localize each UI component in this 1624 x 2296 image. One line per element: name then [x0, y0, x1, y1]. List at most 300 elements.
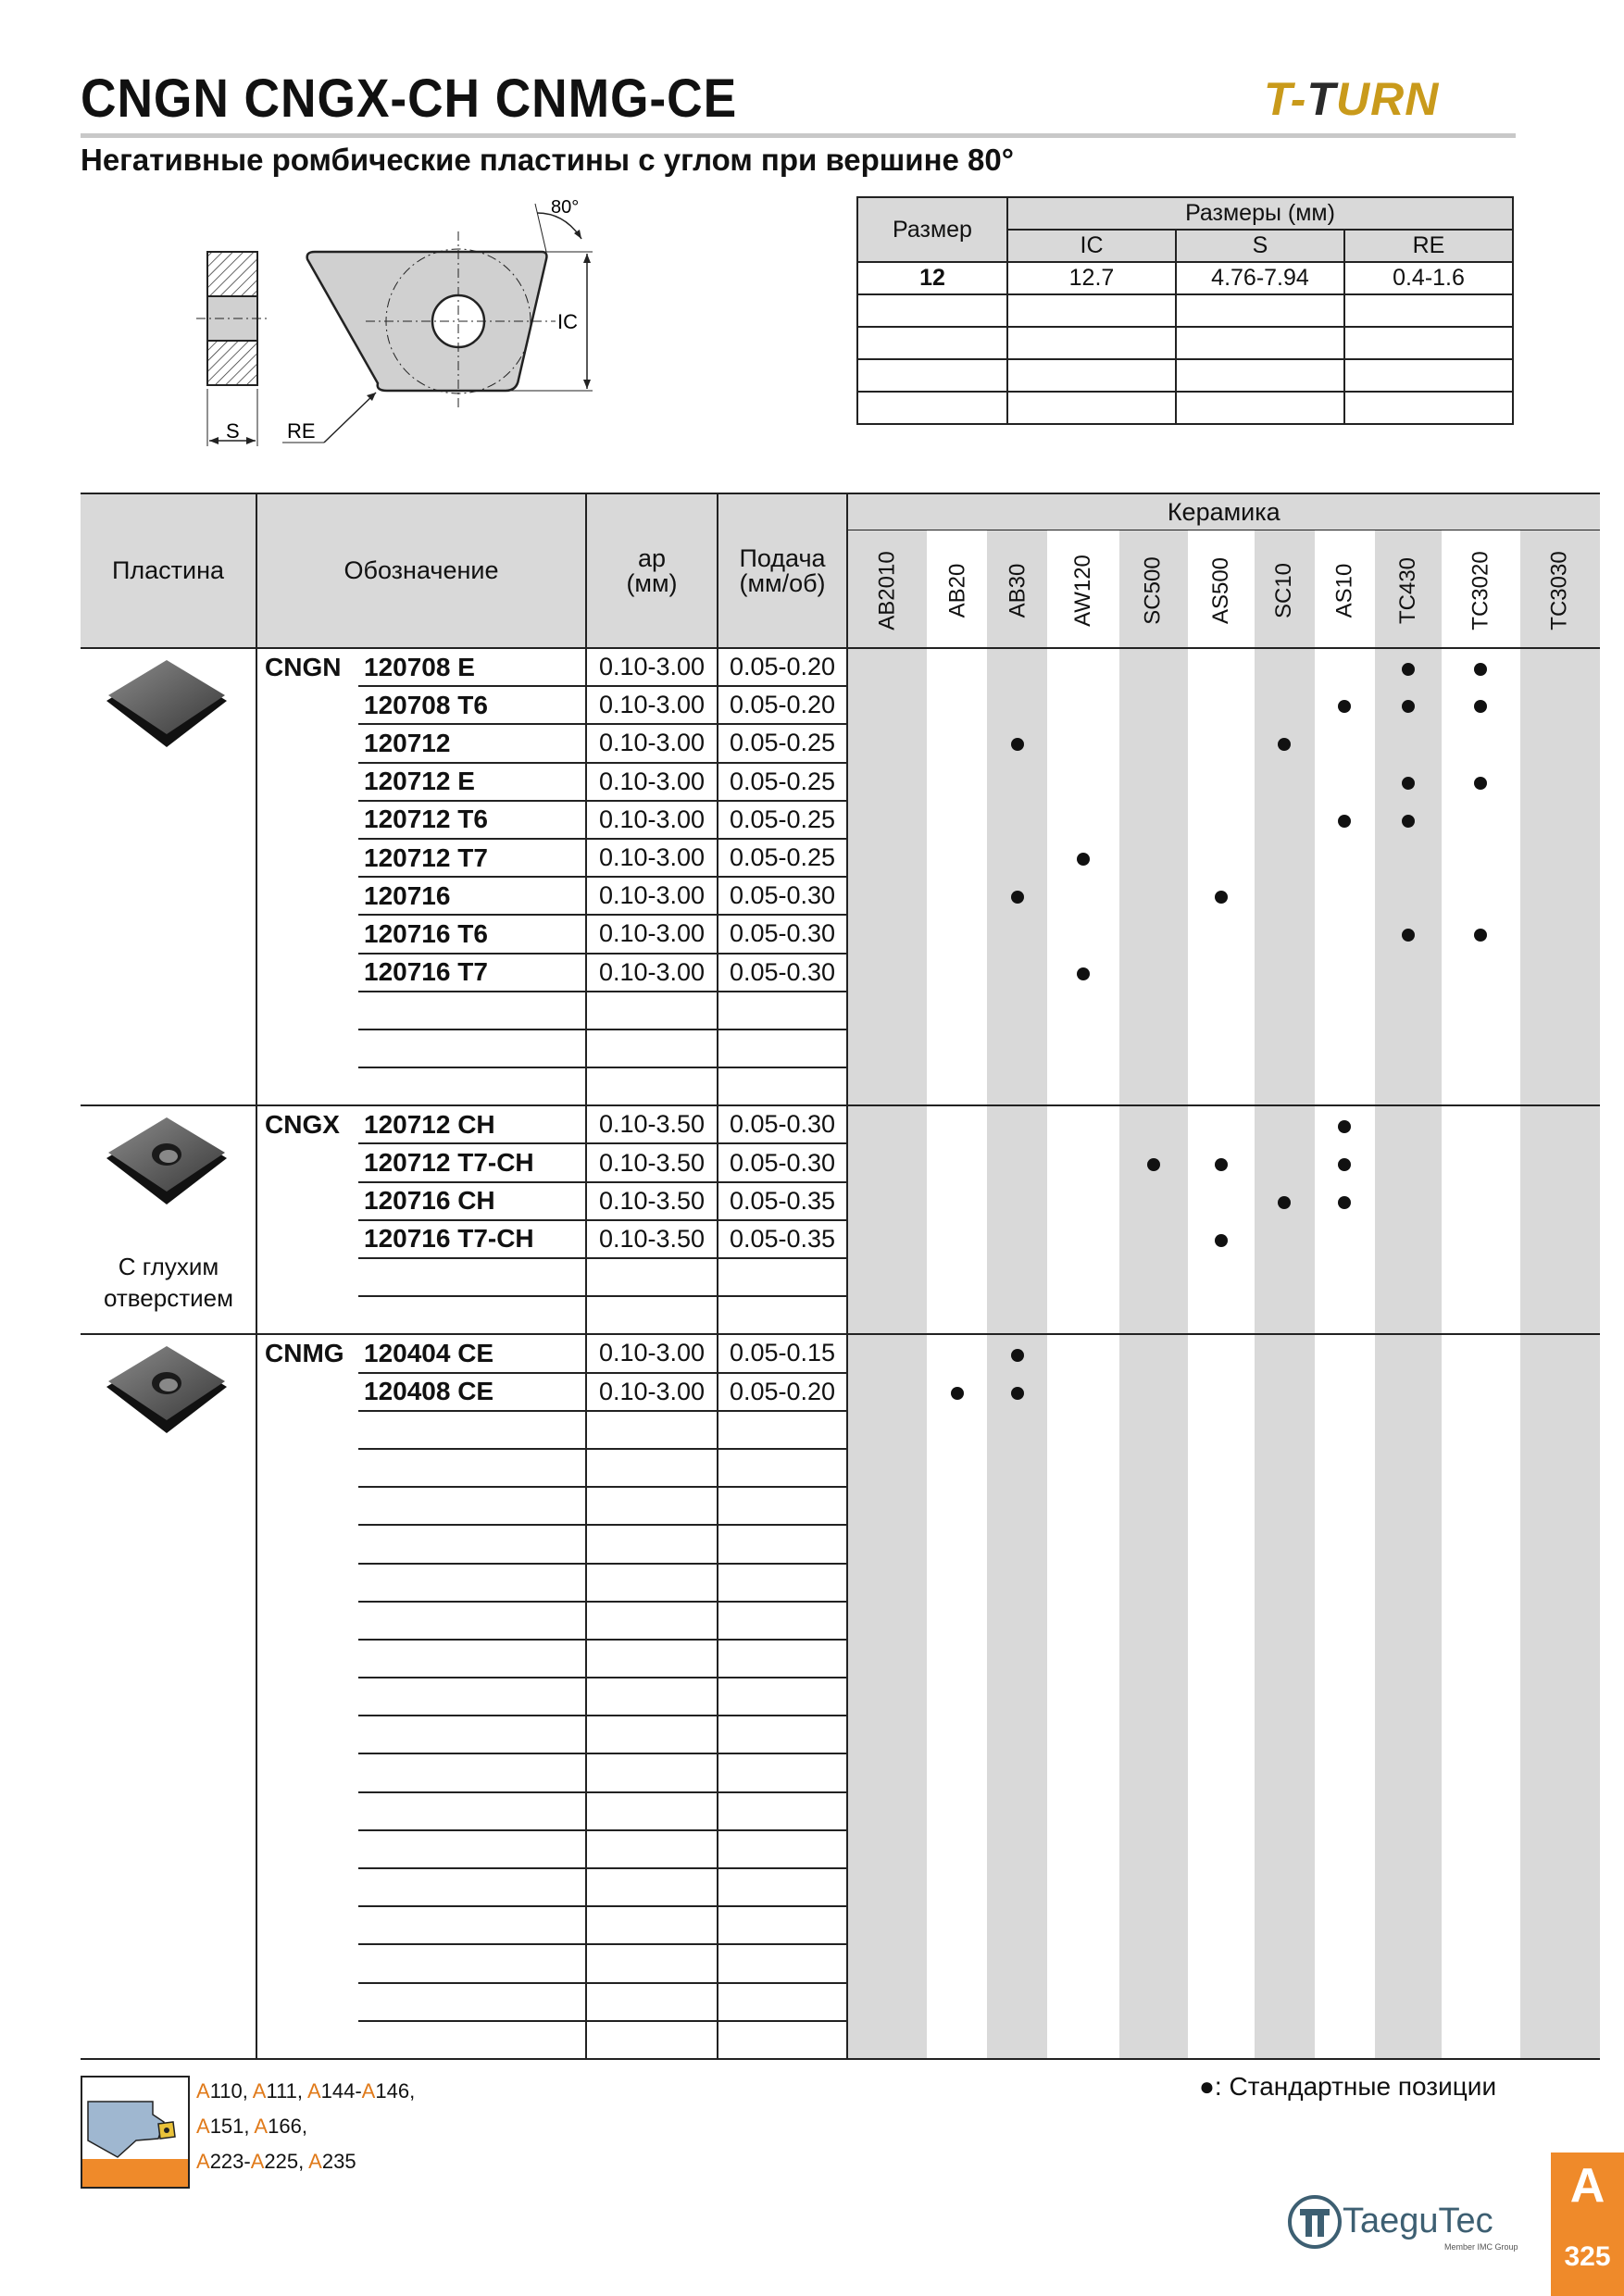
- grade-cell-tc430: [1375, 1716, 1442, 1753]
- grade-cell-tc3030: [1520, 1373, 1599, 1411]
- grade-cell-ab2010: [847, 1983, 927, 2021]
- grade-cell-aw120: [1047, 877, 1119, 915]
- grade-label: AB20: [943, 563, 969, 618]
- size-value: 12: [857, 262, 1007, 294]
- grade-cell-aw120: [1047, 1487, 1119, 1525]
- feed-value: [718, 1753, 847, 1791]
- grade-cell-sc10: [1255, 1830, 1315, 1868]
- standard-item-dot: [1278, 738, 1291, 751]
- ap-value: 0.10-3.00: [586, 801, 718, 839]
- grade-cell-aw120: [1047, 1678, 1119, 1716]
- insert-photo-cnmg: [97, 1342, 236, 1444]
- grade-cell-as500: [1188, 1411, 1255, 1449]
- grade-cell-tc3030: [1520, 1296, 1599, 1334]
- grade-cell-ab2010: [847, 2021, 927, 2059]
- grade-label: AW120: [1070, 554, 1096, 627]
- feed-value: 0.05-0.30: [718, 877, 847, 915]
- designation-code: [358, 1487, 586, 1525]
- grade-cell-sc10: [1255, 1906, 1315, 1944]
- standard-item-dot: [1338, 1158, 1351, 1171]
- grade-cell-as500: [1188, 992, 1255, 1029]
- grade-cell-aw120: [1047, 1868, 1119, 1906]
- reference-page: 111: [266, 2079, 297, 2103]
- series-prefix: CNGN: [256, 648, 358, 1105]
- standard-item-dot: [1338, 700, 1351, 713]
- grade-cell-aw120: [1047, 686, 1119, 724]
- grade-header-as500: [1188, 530, 1255, 649]
- grade-cell-as500: [1188, 1564, 1255, 1602]
- grade-cell-sc500: [1119, 1182, 1187, 1220]
- grade-header-ab2010: [847, 530, 927, 649]
- grade-cell-as10: [1315, 1220, 1375, 1258]
- grade-cell-sc10: [1255, 1602, 1315, 1640]
- feed-value: [718, 1906, 847, 1944]
- grade-cell-sc10: [1255, 1487, 1315, 1525]
- grade-cell-ab2010: [847, 1105, 927, 1143]
- grade-cell-tc3030: [1520, 1983, 1599, 2021]
- grade-cell-as500: [1188, 1487, 1255, 1525]
- grade-cell-sc10: [1255, 686, 1315, 724]
- feed-value: [718, 1487, 847, 1525]
- grade-cell-sc500: [1119, 1678, 1187, 1716]
- grade-cell-ab20: [927, 1716, 987, 1753]
- grade-cell-aw120: [1047, 1602, 1119, 1640]
- grade-cell-as500: [1188, 1373, 1255, 1411]
- grade-header-ab20: [927, 530, 987, 649]
- grade-header-tc3020: [1442, 530, 1520, 649]
- grade-cell-tc3020: [1442, 1105, 1520, 1143]
- grade-cell-tc3030: [1520, 839, 1599, 877]
- grade-cell-tc3030: [1520, 1449, 1599, 1487]
- designation-code: 120708 T6: [358, 686, 586, 724]
- grade-cell-tc3020: [1442, 2021, 1520, 2059]
- insert-diagram: [185, 194, 620, 454]
- grade-cell-tc3030: [1520, 1792, 1599, 1830]
- grade-cell-ab30: [987, 1830, 1047, 1868]
- grade-cell-sc10: [1255, 1258, 1315, 1296]
- designation-code: 120716 CH: [358, 1182, 586, 1220]
- grade-cell-aw120: [1047, 1983, 1119, 2021]
- grade-cell-tc3020: [1442, 1868, 1520, 1906]
- ic-value: 12.7: [1007, 262, 1176, 294]
- reference-separator: ,: [244, 2115, 255, 2138]
- dimensions-header: Размеры (мм): [1007, 197, 1513, 230]
- grade-cell-ab2010: [847, 992, 927, 1029]
- grade-cell-sc500: [1119, 724, 1187, 762]
- grade-cell-as10: [1315, 1640, 1375, 1678]
- reference-page: 235: [321, 2150, 356, 2173]
- grade-cell-tc3020: [1442, 992, 1520, 1029]
- ap-value: [586, 1067, 718, 1105]
- grade-cell-sc500: [1119, 839, 1187, 877]
- grade-cell-ab20: [927, 686, 987, 724]
- designation-code: [358, 1792, 586, 1830]
- grade-cell-ab30: [987, 839, 1047, 877]
- grade-cell-tc3030: [1520, 1334, 1599, 1372]
- grade-cell-tc3030: [1520, 954, 1599, 992]
- grade-cell-sc10: [1255, 2021, 1315, 2059]
- grade-cell-tc3020: [1442, 1296, 1520, 1334]
- grade-cell-ab20: [927, 1105, 987, 1143]
- grade-cell-ab2010: [847, 1296, 927, 1334]
- designation-code: 120708 E: [358, 648, 586, 686]
- designation-header: Обозначение: [256, 493, 586, 648]
- grade-cell-aw120: [1047, 1182, 1119, 1220]
- grade-cell-tc3020: [1442, 1906, 1520, 1944]
- grade-cell-ab2010: [847, 1868, 927, 1906]
- ap-value: [586, 1753, 718, 1791]
- grade-cell-tc430: [1375, 954, 1442, 992]
- grade-cell-as500: [1188, 1678, 1255, 1716]
- grade-cell-tc3030: [1520, 1182, 1599, 1220]
- grade-label: TC3020: [1468, 550, 1493, 630]
- grade-cell-tc3030: [1520, 1602, 1599, 1640]
- grade-cell-ab20: [927, 1640, 987, 1678]
- grade-cell-ab20: [927, 1983, 987, 2021]
- designation-code: [358, 1525, 586, 1563]
- table-row: [81, 648, 1600, 686]
- grade-cell-aw120: [1047, 1411, 1119, 1449]
- feed-value: [718, 1830, 847, 1868]
- grade-cell-ab2010: [847, 724, 927, 762]
- grade-cell-ab30: [987, 1792, 1047, 1830]
- grade-cell-tc3030: [1520, 1906, 1599, 1944]
- grade-cell-ab30: [987, 915, 1047, 953]
- page-title: CNGN CNGX-CH CNMG-CE: [81, 69, 738, 129]
- designation-code: [358, 1944, 586, 1982]
- grade-cell-tc3030: [1520, 1411, 1599, 1449]
- table-header-row: [81, 493, 1600, 530]
- grade-cell-ab30: [987, 1220, 1047, 1258]
- grade-cell-ab2010: [847, 1944, 927, 1982]
- grade-cell-ab20: [927, 1067, 987, 1105]
- table-row: [81, 1105, 1600, 1143]
- grade-cell-sc10: [1255, 801, 1315, 839]
- designation-code: 120712 T7-CH: [358, 1143, 586, 1181]
- reference-prefix: A: [250, 2150, 265, 2173]
- feed-value: [718, 1983, 847, 2021]
- grade-cell-ab20: [927, 1487, 987, 1525]
- grade-cell-ab30: [987, 763, 1047, 801]
- grade-cell-sc10: [1255, 1792, 1315, 1830]
- designation-code: [358, 1067, 586, 1105]
- grade-cell-as10: [1315, 1182, 1375, 1220]
- reference-separator: ,: [298, 2150, 309, 2173]
- grade-cell-sc10: [1255, 1067, 1315, 1105]
- grade-cell-ab30: [987, 648, 1047, 686]
- grade-cell-tc3020: [1442, 1944, 1520, 1982]
- grade-cell-as10: [1315, 1067, 1375, 1105]
- ap-value: 0.10-3.50: [586, 1220, 718, 1258]
- standard-item-dot: [1077, 967, 1090, 980]
- standard-item-dot: [1011, 1349, 1024, 1362]
- title-divider: [81, 133, 1516, 138]
- grade-cell-as10: [1315, 1029, 1375, 1067]
- grade-cell-tc430: [1375, 724, 1442, 762]
- grade-cell-sc500: [1119, 648, 1187, 686]
- ap-value: [586, 1449, 718, 1487]
- standard-item-dot: [1338, 1196, 1351, 1209]
- grade-cell-ab2010: [847, 648, 927, 686]
- grade-cell-aw120: [1047, 1753, 1119, 1791]
- grade-header-tc430: [1375, 530, 1442, 649]
- grade-cell-sc500: [1119, 1716, 1187, 1753]
- plate-cell-cnmg: [81, 1334, 256, 2059]
- grade-cell-as10: [1315, 1868, 1375, 1906]
- grade-cell-as10: [1315, 1602, 1375, 1640]
- taegutec-emblem-icon: [1287, 2194, 1343, 2250]
- feed-value: 0.05-0.25: [718, 763, 847, 801]
- grade-cell-sc10: [1255, 1983, 1315, 2021]
- grade-cell-tc430: [1375, 1792, 1442, 1830]
- grade-cell-sc10: [1255, 1182, 1315, 1220]
- grade-cell-sc10: [1255, 992, 1315, 1029]
- reference-page: 146: [375, 2079, 410, 2103]
- designation-code: [358, 1602, 586, 1640]
- grade-cell-tc430: [1375, 801, 1442, 839]
- grade-cell-tc3020: [1442, 1602, 1520, 1640]
- grade-header-as10: [1315, 530, 1375, 649]
- grade-cell-sc10: [1255, 839, 1315, 877]
- designation-code: 120716 T7: [358, 954, 586, 992]
- reference-prefix: A: [361, 2079, 376, 2103]
- grade-cell-ab20: [927, 1220, 987, 1258]
- grade-cell-as10: [1315, 1258, 1375, 1296]
- grade-cell-tc3020: [1442, 915, 1520, 953]
- grade-cell-ab2010: [847, 1716, 927, 1753]
- grade-cell-ab30: [987, 1716, 1047, 1753]
- grade-cell-ab30: [987, 1868, 1047, 1906]
- reference-separator: ,: [409, 2079, 416, 2103]
- grade-cell-sc500: [1119, 992, 1187, 1029]
- grade-cell-ab20: [927, 877, 987, 915]
- grade-cell-sc10: [1255, 954, 1315, 992]
- grade-cell-tc430: [1375, 1602, 1442, 1640]
- grade-cell-ab30: [987, 686, 1047, 724]
- grade-cell-sc500: [1119, 1105, 1187, 1143]
- feed-value: [718, 1678, 847, 1716]
- grade-cell-ab30: [987, 992, 1047, 1029]
- grade-cell-as500: [1188, 1868, 1255, 1906]
- insert-photo-cngx: [97, 1114, 236, 1216]
- grade-cell-sc500: [1119, 1868, 1187, 1906]
- standard-item-dot: [1011, 1387, 1024, 1400]
- standard-item-dot: [1011, 891, 1024, 904]
- grade-cell-tc3020: [1442, 1411, 1520, 1449]
- grade-cell-ab2010: [847, 1220, 927, 1258]
- ap-value: [586, 1716, 718, 1753]
- designation-code: [358, 2021, 586, 2059]
- grade-cell-ab2010: [847, 763, 927, 801]
- feed-value: [718, 1296, 847, 1334]
- ap-value: [586, 1602, 718, 1640]
- ap-value: 0.10-3.00: [586, 648, 718, 686]
- grade-cell-ab30: [987, 1029, 1047, 1067]
- feed-value: [718, 1716, 847, 1753]
- grade-cell-ab2010: [847, 1411, 927, 1449]
- grade-label: AS10: [1331, 563, 1357, 618]
- grade-cell-as10: [1315, 1487, 1375, 1525]
- feed-value: [718, 1640, 847, 1678]
- grade-cell-ab20: [927, 1753, 987, 1791]
- grade-cell-sc10: [1255, 1678, 1315, 1716]
- grade-cell-ab20: [927, 724, 987, 762]
- feed-value: 0.05-0.30: [718, 1143, 847, 1181]
- feed-value: 0.05-0.25: [718, 724, 847, 762]
- grade-cell-ab30: [987, 877, 1047, 915]
- grade-cell-tc430: [1375, 1525, 1442, 1563]
- grade-cell-as10: [1315, 1753, 1375, 1791]
- grade-cell-aw120: [1047, 1640, 1119, 1678]
- grade-cell-as10: [1315, 1716, 1375, 1753]
- grade-header-ab30: [987, 530, 1047, 649]
- grade-cell-aw120: [1047, 1220, 1119, 1258]
- designation-code: [358, 1716, 586, 1753]
- grade-cell-aw120: [1047, 801, 1119, 839]
- grade-cell-ab20: [927, 1334, 987, 1372]
- grade-cell-sc500: [1119, 1792, 1187, 1830]
- grade-cell-aw120: [1047, 1564, 1119, 1602]
- reference-prefix: A: [196, 2150, 210, 2173]
- grade-cell-ab20: [927, 1564, 987, 1602]
- grade-cell-tc3020: [1442, 1678, 1520, 1716]
- grade-cell-ab30: [987, 954, 1047, 992]
- s-value: 4.76-7.94: [1176, 262, 1344, 294]
- reference-prefix: A: [196, 2079, 210, 2103]
- feed-value: 0.05-0.25: [718, 839, 847, 877]
- grade-cell-ab2010: [847, 1067, 927, 1105]
- designation-code: [358, 1449, 586, 1487]
- standard-item-dot: [1402, 777, 1415, 790]
- designation-code: [358, 1258, 586, 1296]
- grade-cell-sc10: [1255, 1640, 1315, 1678]
- grade-cell-tc3020: [1442, 1487, 1520, 1525]
- size-header: Размер: [857, 197, 1007, 262]
- grade-cell-ab2010: [847, 1334, 927, 1372]
- s-header: S: [1176, 230, 1344, 262]
- reference-page: 110: [209, 2079, 243, 2103]
- grade-cell-tc3020: [1442, 801, 1520, 839]
- grade-cell-tc3020: [1442, 1067, 1520, 1105]
- ap-value: 0.10-3.00: [586, 1334, 718, 1372]
- grade-cell-tc3030: [1520, 1105, 1599, 1143]
- grade-cell-tc3020: [1442, 877, 1520, 915]
- grade-cell-sc10: [1255, 648, 1315, 686]
- designation-code: [358, 1029, 586, 1067]
- reference-prefix: A: [254, 2115, 269, 2138]
- grade-cell-tc3030: [1520, 877, 1599, 915]
- grade-cell-sc10: [1255, 1449, 1315, 1487]
- grade-cell-sc10: [1255, 1716, 1315, 1753]
- grade-cell-as10: [1315, 763, 1375, 801]
- standard-item-dot: [1215, 891, 1228, 904]
- grade-cell-ab2010: [847, 954, 927, 992]
- grade-cell-ab20: [927, 1258, 987, 1296]
- standard-item-dot: [1215, 1234, 1228, 1247]
- feed-value: 0.05-0.30: [718, 915, 847, 953]
- grade-cell-tc3030: [1520, 992, 1599, 1029]
- grade-cell-tc3020: [1442, 1830, 1520, 1868]
- feed-value: [718, 1792, 847, 1830]
- grade-cell-ab2010: [847, 1143, 927, 1181]
- grade-cell-tc430: [1375, 686, 1442, 724]
- grade-cell-tc430: [1375, 1487, 1442, 1525]
- plate-cell-cngn: [81, 648, 256, 1105]
- table-row: [81, 1334, 1600, 1372]
- grade-label: AS500: [1207, 556, 1233, 624]
- ap-value: [586, 1868, 718, 1906]
- ap-value: 0.10-3.00: [586, 915, 718, 953]
- grade-cell-ab20: [927, 1792, 987, 1830]
- designation-code: [358, 992, 586, 1029]
- grade-cell-as500: [1188, 801, 1255, 839]
- designation-code: 120712: [358, 724, 586, 762]
- ap-value: 0.10-3.00: [586, 839, 718, 877]
- reference-prefix: A: [196, 2115, 210, 2138]
- standard-item-dot: [1338, 1120, 1351, 1133]
- feed-value: 0.05-0.35: [718, 1182, 847, 1220]
- grade-label: TC430: [1394, 556, 1420, 624]
- grade-cell-tc3020: [1442, 1373, 1520, 1411]
- grade-cell-tc3030: [1520, 1564, 1599, 1602]
- grade-cell-aw120: [1047, 1906, 1119, 1944]
- reference-line: [196, 2144, 415, 2179]
- grade-cell-sc500: [1119, 1602, 1187, 1640]
- grade-cell-ab20: [927, 648, 987, 686]
- grade-cell-aw120: [1047, 1334, 1119, 1372]
- standard-item-dot: [1011, 738, 1024, 751]
- grade-cell-as500: [1188, 1753, 1255, 1791]
- grade-cell-ab20: [927, 954, 987, 992]
- grade-cell-sc500: [1119, 1334, 1187, 1372]
- grade-cell-tc3020: [1442, 1334, 1520, 1372]
- grade-cell-ab2010: [847, 839, 927, 877]
- grade-cell-tc3030: [1520, 2021, 1599, 2059]
- grade-cell-sc500: [1119, 1983, 1187, 2021]
- grade-cell-aw120: [1047, 763, 1119, 801]
- grade-cell-tc3020: [1442, 1258, 1520, 1296]
- grade-cell-as500: [1188, 954, 1255, 992]
- ap-value: 0.10-3.50: [586, 1105, 718, 1143]
- grade-cell-as500: [1188, 724, 1255, 762]
- grade-cell-as10: [1315, 1105, 1375, 1143]
- ap-value: [586, 1640, 718, 1678]
- grade-cell-tc430: [1375, 839, 1442, 877]
- ap-value: 0.10-3.00: [586, 1373, 718, 1411]
- grade-cell-tc430: [1375, 1220, 1442, 1258]
- grade-cell-as10: [1315, 1334, 1375, 1372]
- reference-page: 144: [320, 2079, 356, 2103]
- grade-cell-tc3030: [1520, 1944, 1599, 1982]
- ic-header: IC: [1007, 230, 1176, 262]
- reference-separator: ,: [296, 2079, 307, 2103]
- grade-cell-tc430: [1375, 1830, 1442, 1868]
- grade-cell-tc3020: [1442, 1753, 1520, 1791]
- designation-code: 120716 T7-CH: [358, 1220, 586, 1258]
- grade-cell-tc430: [1375, 1029, 1442, 1067]
- grade-cell-ab2010: [847, 1182, 927, 1220]
- grade-cell-tc3030: [1520, 1716, 1599, 1753]
- grade-cell-ab20: [927, 1678, 987, 1716]
- grade-cell-sc500: [1119, 1258, 1187, 1296]
- grade-cell-as10: [1315, 992, 1375, 1029]
- feed-value: 0.05-0.20: [718, 1373, 847, 1411]
- grade-cell-as10: [1315, 801, 1375, 839]
- grade-cell-sc10: [1255, 1564, 1315, 1602]
- grade-cell-tc430: [1375, 1105, 1442, 1143]
- company-name: TaeguTec: [1343, 2202, 1493, 2240]
- grade-cell-ab2010: [847, 1678, 927, 1716]
